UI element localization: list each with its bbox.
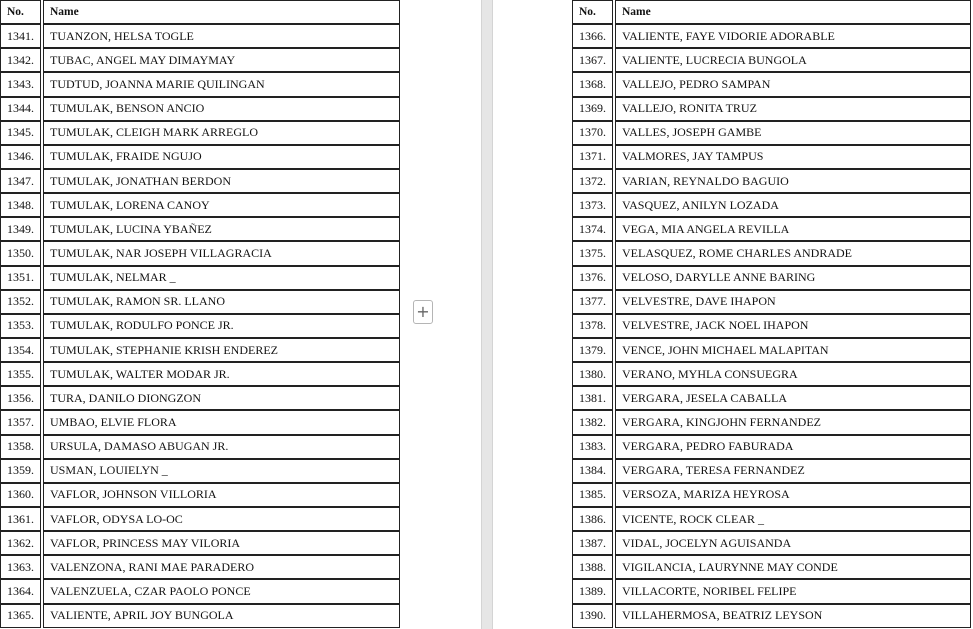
row-number: 1370. [572, 121, 613, 145]
row-number: 1371. [572, 145, 613, 169]
row-number: 1346. [0, 145, 41, 169]
row-name: VARIAN, REYNALDO BAGUIO [615, 169, 971, 193]
table-row [0, 338, 400, 362]
row-name: VERGARA, TERESA FERNANDEZ [615, 459, 971, 483]
row-number: 1383. [572, 435, 613, 459]
row-number: 1354. [0, 338, 41, 362]
row-number: 1347. [0, 169, 41, 193]
table-row [572, 217, 971, 241]
row-name: VERANO, MYHLA CONSUEGRA [615, 362, 971, 386]
row-number: 1382. [572, 410, 613, 434]
row-name: VERSOZA, MARIZA HEYROSA [615, 483, 971, 507]
row-number: 1343. [0, 72, 41, 96]
row-name: TUMULAK, RAMON SR. LLANO [43, 290, 400, 314]
row-name: VERGARA, PEDRO FABURADA [615, 435, 971, 459]
table-row [0, 241, 400, 265]
table-row [572, 193, 971, 217]
row-name: VELASQUEZ, ROME CHARLES ANDRADE [615, 241, 971, 265]
column-header-no: No. [0, 0, 41, 24]
row-name: VALENZUELA, CZAR PAOLO PONCE [43, 579, 400, 603]
table-row [0, 193, 400, 217]
table-row [0, 531, 400, 555]
row-name: USMAN, LOUIELYN _ [43, 459, 400, 483]
row-number: 1359. [0, 459, 41, 483]
table-row [572, 579, 971, 603]
row-number: 1348. [0, 193, 41, 217]
table-row [0, 121, 400, 145]
row-name: TUMULAK, NELMAR _ [43, 266, 400, 290]
table-row [572, 459, 971, 483]
row-name: VICENTE, ROCK CLEAR _ [615, 507, 971, 531]
row-name: VALMORES, JAY TAMPUS [615, 145, 971, 169]
row-number: 1373. [572, 193, 613, 217]
row-number: 1367. [572, 48, 613, 72]
table-row [0, 72, 400, 96]
table-row [0, 459, 400, 483]
table-row [0, 48, 400, 72]
roster-body-right [572, 24, 971, 628]
table-row [0, 362, 400, 386]
column-header-name: Name [615, 0, 971, 24]
row-name: UMBAO, ELVIE FLORA [43, 410, 400, 434]
row-name: VALIENTE, APRIL JOY BUNGOLA [43, 604, 400, 628]
table-row [0, 290, 400, 314]
row-name: TUMULAK, NAR JOSEPH VILLAGRACIA [43, 241, 400, 265]
table-row [572, 145, 971, 169]
table-row [572, 48, 971, 72]
row-number: 1352. [0, 290, 41, 314]
row-number: 1344. [0, 97, 41, 121]
table-row [0, 97, 400, 121]
roster-body-left [0, 24, 400, 628]
row-number: 1368. [572, 72, 613, 96]
table-row [0, 579, 400, 603]
row-name: VELOSO, DARYLLE ANNE BARING [615, 266, 971, 290]
row-name: VILLACORTE, NORIBEL FELIPE [615, 579, 971, 603]
row-number: 1365. [0, 604, 41, 628]
row-name: VILLAHERMOSA, BEATRIZ LEYSON [615, 604, 971, 628]
row-number: 1364. [0, 579, 41, 603]
row-number: 1379. [572, 338, 613, 362]
table-row [572, 241, 971, 265]
table-row [572, 338, 971, 362]
row-number: 1349. [0, 217, 41, 241]
row-number: 1376. [572, 266, 613, 290]
row-number: 1366. [572, 24, 613, 48]
row-name: VIDAL, JOCELYN AGUISANDA [615, 531, 971, 555]
row-name: VERGARA, KINGJOHN FERNANDEZ [615, 410, 971, 434]
row-number: 1358. [0, 435, 41, 459]
row-name: TUBAC, ANGEL MAY DIMAYMAY [43, 48, 400, 72]
table-row [572, 386, 971, 410]
row-name: TUANZON, HELSA TOGLE [43, 24, 400, 48]
column-header-no: No. [572, 0, 613, 24]
row-name: TUMULAK, STEPHANIE KRISH ENDEREZ [43, 338, 400, 362]
row-name: VALIENTE, LUCRECIA BUNGOLA [615, 48, 971, 72]
table-row [572, 121, 971, 145]
row-name: VASQUEZ, ANILYN LOZADA [615, 193, 971, 217]
table-header-row [572, 0, 971, 24]
table-row [572, 483, 971, 507]
row-number: 1374. [572, 217, 613, 241]
table-row [0, 145, 400, 169]
row-name: TUMULAK, RODULFO PONCE JR. [43, 314, 400, 338]
table-row [572, 410, 971, 434]
column-header-name: Name [43, 0, 400, 24]
row-name: URSULA, DAMASO ABUGAN JR. [43, 435, 400, 459]
row-number: 1350. [0, 241, 41, 265]
table-row [0, 410, 400, 434]
table-row [572, 362, 971, 386]
row-number: 1380. [572, 362, 613, 386]
row-number: 1362. [0, 531, 41, 555]
row-number: 1372. [572, 169, 613, 193]
row-number: 1345. [0, 121, 41, 145]
table-header-row [0, 0, 400, 24]
row-number: 1357. [0, 410, 41, 434]
table-row [572, 531, 971, 555]
row-name: VERGARA, JESELA CABALLA [615, 386, 971, 410]
row-name: TUMULAK, CLEIGH MARK ARREGLO [43, 121, 400, 145]
row-number: 1388. [572, 555, 613, 579]
table-row [0, 169, 400, 193]
table-row [572, 266, 971, 290]
row-name: VIGILANCIA, LAURYNNE MAY CONDE [615, 555, 971, 579]
add-button[interactable] [413, 300, 433, 324]
row-name: VALLEJO, PEDRO SAMPAN [615, 72, 971, 96]
table-row [572, 290, 971, 314]
row-number: 1387. [572, 531, 613, 555]
row-number: 1342. [0, 48, 41, 72]
row-number: 1385. [572, 483, 613, 507]
row-number: 1377. [572, 290, 613, 314]
table-row [572, 314, 971, 338]
roster-table-left [0, 0, 402, 628]
table-row [0, 266, 400, 290]
row-number: 1341. [0, 24, 41, 48]
table-row [0, 483, 400, 507]
table-row [572, 555, 971, 579]
row-name: VALLES, JOSEPH GAMBE [615, 121, 971, 145]
table-row [572, 507, 971, 531]
table-row [572, 24, 971, 48]
table-row [0, 386, 400, 410]
row-name: VALENZONA, RANI MAE PARADERO [43, 555, 400, 579]
row-number: 1381. [572, 386, 613, 410]
plus-icon: + [416, 302, 430, 321]
table-row [572, 97, 971, 121]
table-row [0, 24, 400, 48]
row-name: TURA, DANILO DIONGZON [43, 386, 400, 410]
table-row [572, 435, 971, 459]
row-name: VALIENTE, FAYE VIDORIE ADORABLE [615, 24, 971, 48]
row-name: TUMULAK, LORENA CANOY [43, 193, 400, 217]
left-page [0, 0, 404, 629]
row-number: 1375. [572, 241, 613, 265]
row-number: 1351. [0, 266, 41, 290]
row-number: 1355. [0, 362, 41, 386]
row-name: VENCE, JOHN MICHAEL MALAPITAN [615, 338, 971, 362]
right-page [570, 0, 973, 629]
roster-table-right [570, 0, 973, 628]
row-number: 1360. [0, 483, 41, 507]
row-name: VEGA, MIA ANGELA REVILLA [615, 217, 971, 241]
row-name: VALLEJO, RONITA TRUZ [615, 97, 971, 121]
row-name: VAFLOR, PRINCESS MAY VILORIA [43, 531, 400, 555]
row-number: 1386. [572, 507, 613, 531]
row-number: 1384. [572, 459, 613, 483]
row-number: 1390. [572, 604, 613, 628]
row-number: 1363. [0, 555, 41, 579]
page-divider[interactable] [481, 0, 493, 629]
row-name: TUMULAK, LUCINA YBAÑEZ [43, 217, 400, 241]
table-row [0, 604, 400, 628]
row-name: TUMULAK, FRAIDE NGUJO [43, 145, 400, 169]
row-number: 1356. [0, 386, 41, 410]
row-number: 1389. [572, 579, 613, 603]
row-name: VAFLOR, ODYSA LO-OC [43, 507, 400, 531]
row-name: VAFLOR, JOHNSON VILLORIA [43, 483, 400, 507]
table-row [0, 314, 400, 338]
row-name: TUMULAK, WALTER MODAR JR. [43, 362, 400, 386]
table-row [0, 555, 400, 579]
row-number: 1361. [0, 507, 41, 531]
row-name: TUDTUD, JOANNA MARIE QUILINGAN [43, 72, 400, 96]
table-row [572, 604, 971, 628]
row-name: TUMULAK, BENSON ANCIO [43, 97, 400, 121]
row-name: VELVESTRE, JACK NOEL IHAPON [615, 314, 971, 338]
row-name: VELVESTRE, DAVE IHAPON [615, 290, 971, 314]
table-row [572, 72, 971, 96]
table-row [0, 435, 400, 459]
table-row [0, 217, 400, 241]
table-row [572, 169, 971, 193]
row-name: TUMULAK, JONATHAN BERDON [43, 169, 400, 193]
table-row [0, 507, 400, 531]
row-number: 1369. [572, 97, 613, 121]
row-number: 1353. [0, 314, 41, 338]
row-number: 1378. [572, 314, 613, 338]
